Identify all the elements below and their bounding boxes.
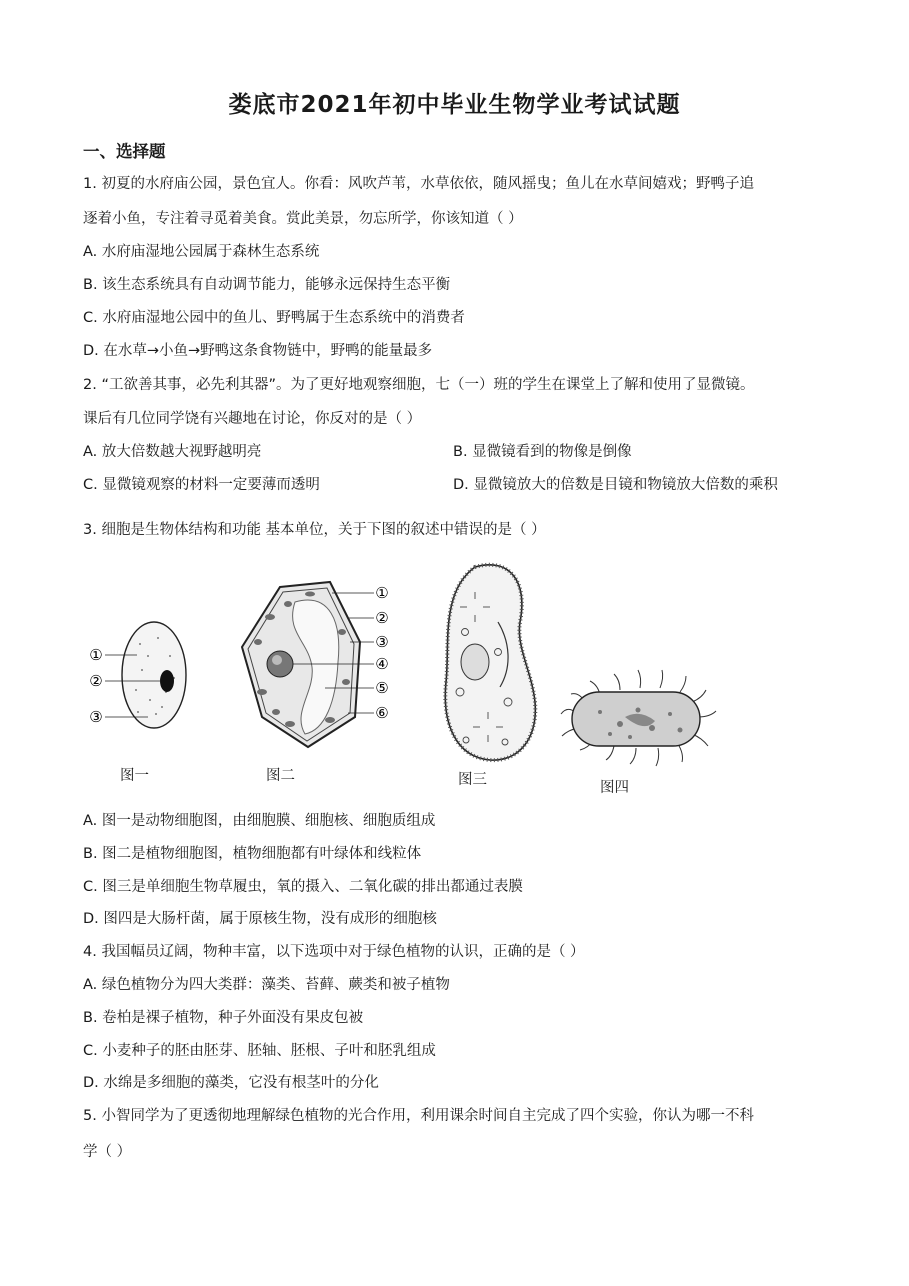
fig1-marker-1: ①: [89, 646, 103, 664]
q3-option-b: B. 图二是植物细胞图，植物细胞都有叶绿体和线粒体: [83, 846, 422, 862]
q3-option-c: C. 图三是单细胞生物草履虫，氧的摄入、二氧化碳的排出都通过表膜: [83, 879, 523, 895]
q1-stem-line2: 逐着小鱼，专注着寻觅着美食。赏此美景，勿忘所学，你该知道（ ）: [83, 211, 523, 227]
q5-stem-line2: 学（ ）: [83, 1144, 132, 1160]
q1-option-c: C. 水府庙湿地公园中的鱼儿、野鸭属于生态系统中的消费者: [83, 310, 465, 326]
q2-stem-line2: 课后有几位同学饶有兴趣地在讨论，你反对的是（ ）: [83, 411, 422, 427]
fig1-marker-3: ③: [89, 708, 103, 726]
fig1-marker-2: ②: [89, 672, 103, 690]
q4-option-b: B. 卷柏是裸子植物，种子外面没有果皮包被: [83, 1010, 364, 1026]
q1-option-d: D. 在水草→小鱼→野鸭这条食物链中，野鸭的能量最多: [83, 343, 433, 359]
fig2-marker-5: ⑤: [375, 679, 389, 697]
q4-stem: 4. 我国幅员辽阔，物种丰富，以下选项中对于绿色植物的认识，正确的是（ ）: [83, 944, 585, 960]
animal-cell-figure: [88, 622, 186, 728]
fig2-marker-1: ①: [375, 584, 389, 602]
fig4-label: 图四: [600, 780, 629, 796]
q4-option-a: A. 绿色植物分为四大类群：藻类、苔藓、蕨类和被子植物: [83, 977, 450, 993]
q2-option-a: A. 放大倍数越大视野越明亮: [83, 444, 262, 460]
fig2-label: 图二: [266, 768, 295, 784]
cell-diagrams: [80, 552, 720, 802]
q5-stem-line1: 5. 小智同学为了更透彻地理解绿色植物的光合作用，利用课余时间自主完成了四个实验，你认为哪一不科: [83, 1108, 754, 1124]
q4-option-d: D. 水绵是多细胞的藻类，它没有根茎叶的分化: [83, 1075, 379, 1091]
fig2-marker-3: ③: [375, 633, 389, 651]
q2-option-b: B. 显微镜看到的物像是倒像: [453, 444, 632, 460]
q2-option-d: D. 显微镜放大的倍数是目镜和物镜放大倍数的乘积: [453, 477, 778, 493]
plant-cell-figure: [242, 582, 390, 747]
q3-figures: [80, 552, 720, 802]
q1-option-a: A. 水府庙湿地公园属于森林生态系统: [83, 244, 320, 260]
page-title: 娄底市2021年初中毕业生物学业考试试题: [228, 92, 681, 118]
q3-option-a: A. 图一是动物细胞图，由细胞膜、细胞核、细胞质组成: [83, 813, 436, 829]
q2-option-c: C. 显微镜观察的材料一定要薄而透明: [83, 477, 320, 493]
section-heading: 一、选择题: [83, 142, 166, 161]
q1-stem-line1: 1. 初夏的水府庙公园，景色宜人。你看：风吹芦苇，水草依依，随风摇曳；鱼儿在水草间嬉戏；野鸭子追: [83, 176, 754, 192]
q3-stem: 3. 细胞是生物体结构和功能 基本单位，关于下图的叙述中错误的是（ ）: [83, 522, 546, 538]
fig2-marker-6: ⑥: [375, 704, 389, 722]
fig1-label: 图一: [120, 768, 149, 784]
paramecium-figure: [445, 565, 535, 760]
fig2-marker-2: ②: [375, 609, 389, 627]
q2-stem-line1: 2. “工欲善其事，必先利其器”。为了更好地观察细胞，七（一）班的学生在课堂上了解和使用了显微镜。: [83, 377, 755, 393]
fig3-label: 图三: [458, 772, 487, 788]
fig2-marker-4: ④: [375, 655, 389, 673]
q3-option-d: D. 图四是大肠杆菌，属于原核生物，没有成形的细胞核: [83, 911, 437, 927]
q1-option-b: B. 该生态系统具有自动调节能力，能够永远保持生态平衡: [83, 277, 451, 293]
bacterium-figure: [561, 670, 716, 766]
q4-option-c: C. 小麦种子的胚由胚芽、胚轴、胚根、子叶和胚乳组成: [83, 1043, 436, 1059]
